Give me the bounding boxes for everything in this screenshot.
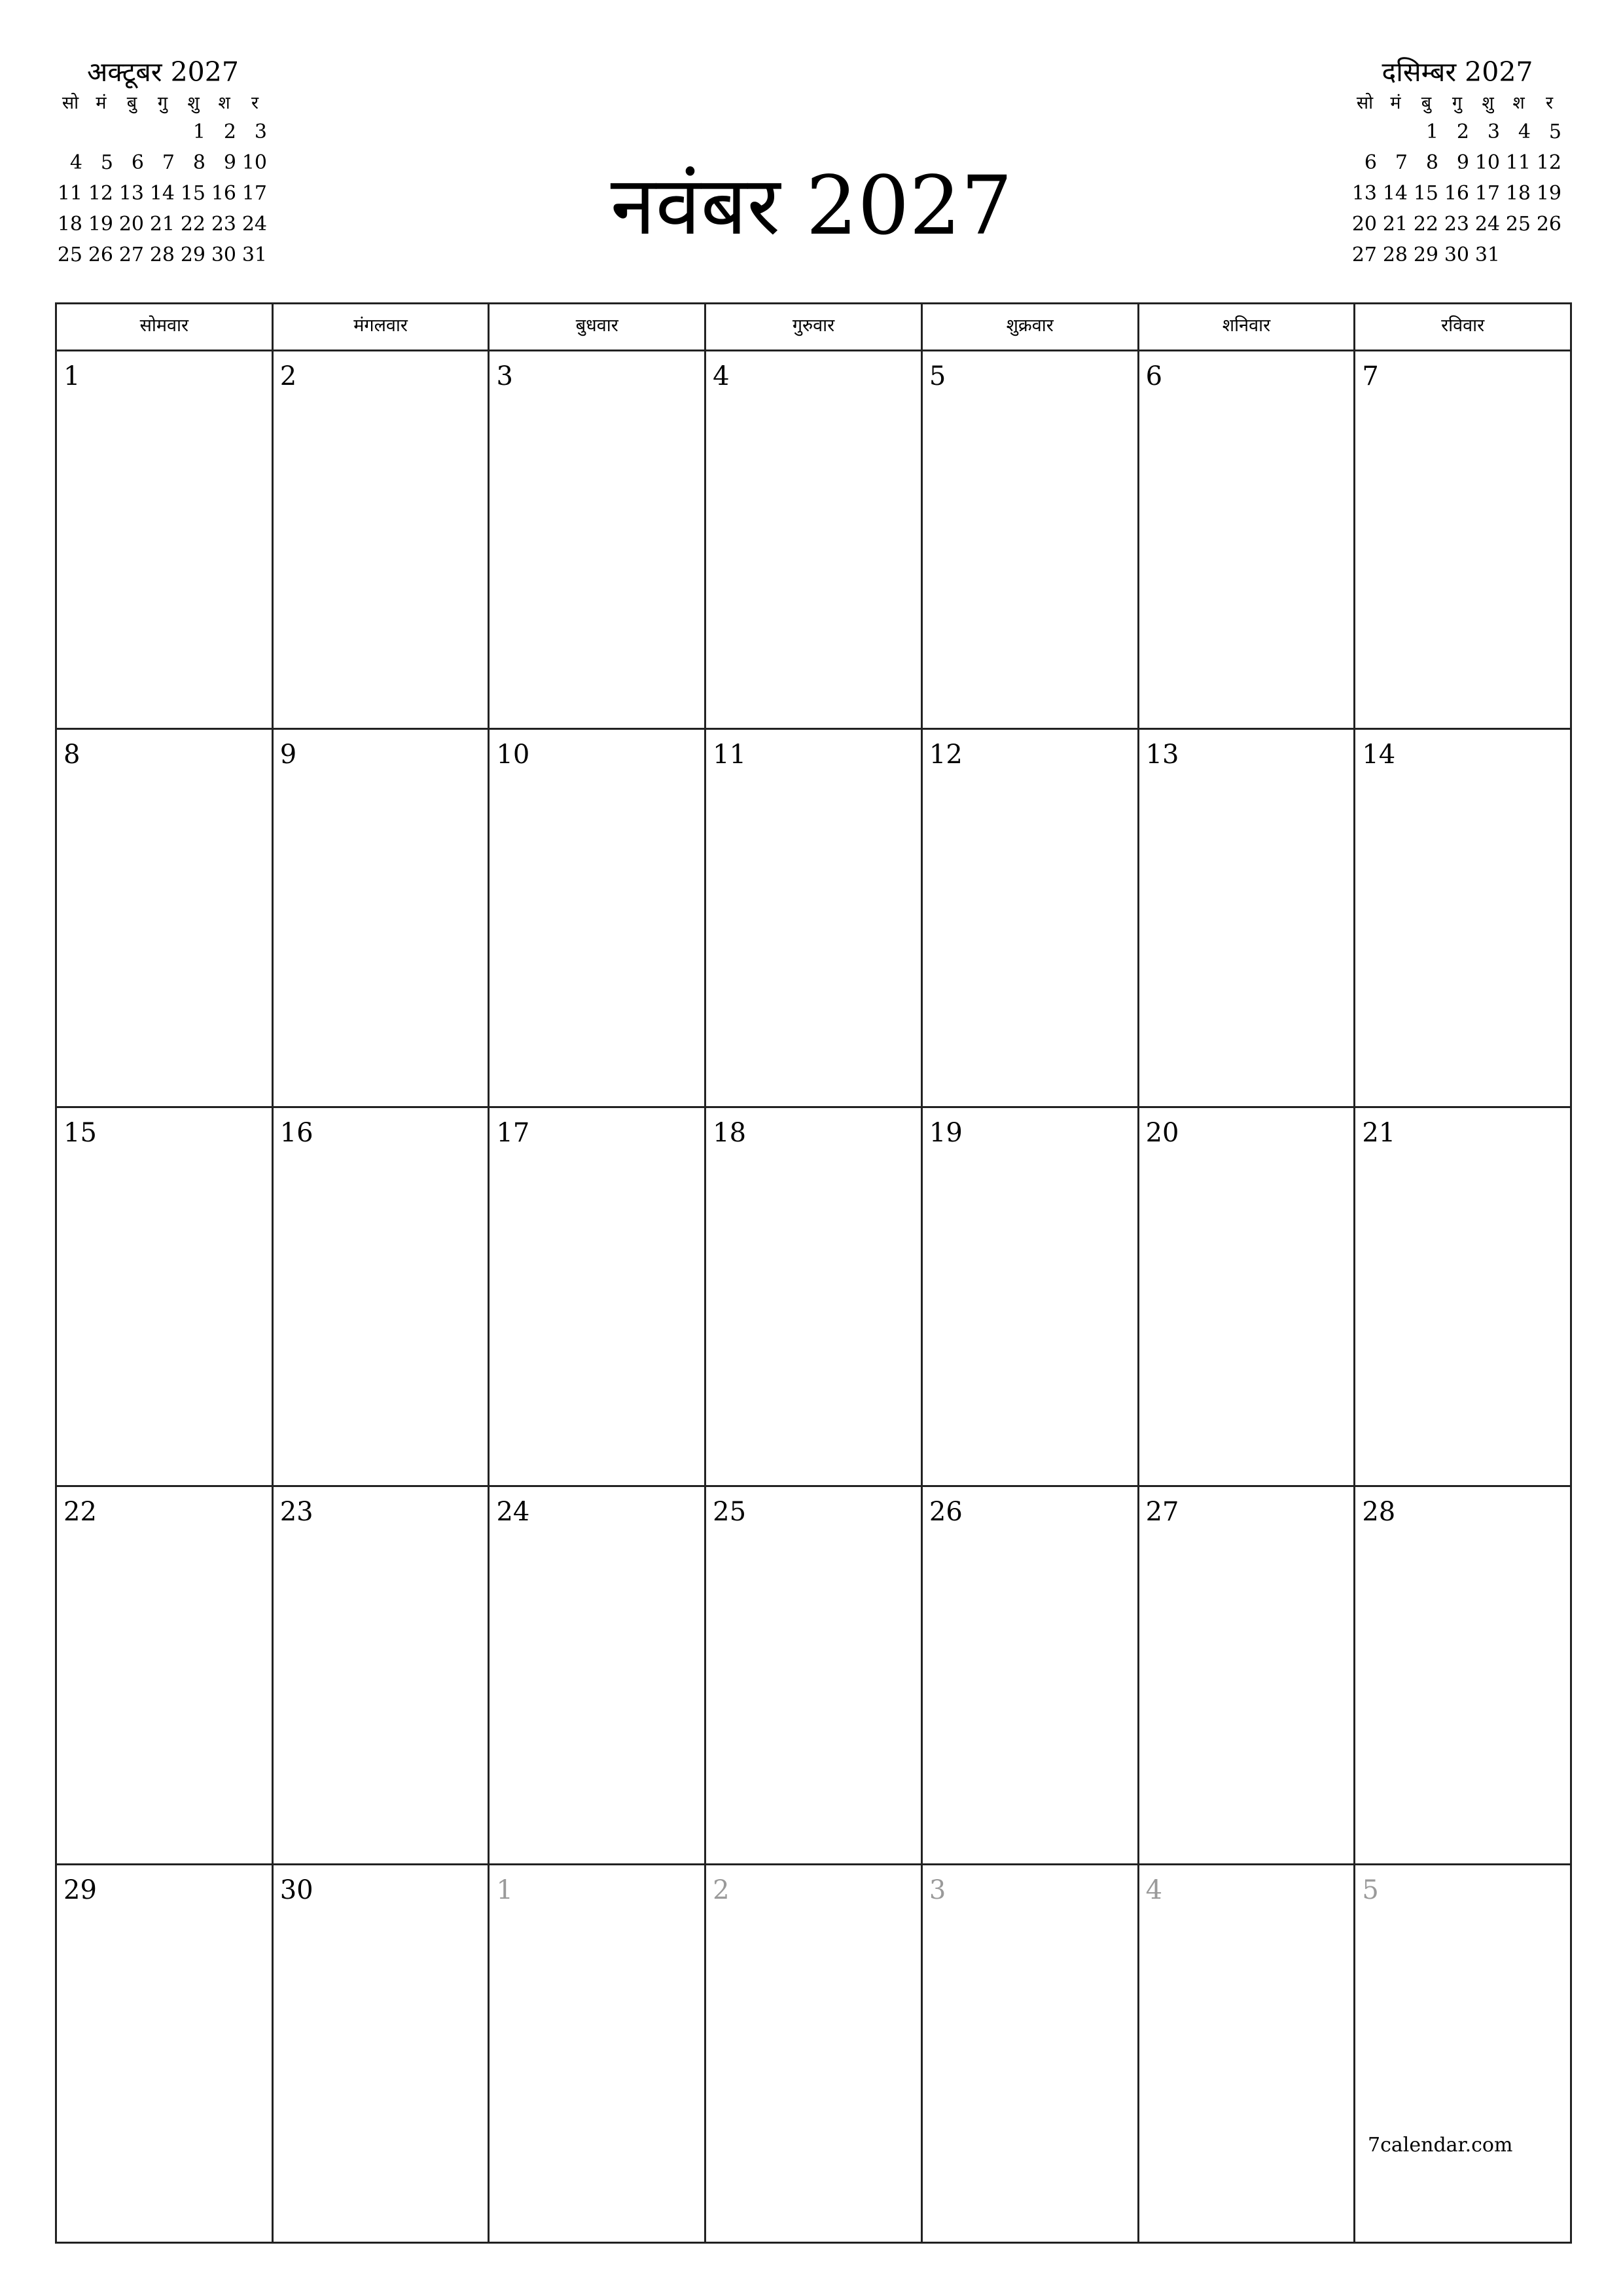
mini-day: 21: [1382, 213, 1408, 236]
day-cell: [923, 1487, 1139, 1863]
day-number: 2: [279, 361, 297, 391]
mini-day: 18: [1505, 182, 1531, 205]
mini-day: 5: [1548, 120, 1561, 143]
day-number: 5: [929, 361, 946, 391]
mini-day: 11: [1505, 151, 1531, 174]
day-number: 8: [63, 740, 80, 770]
mini-day: 26: [1536, 213, 1561, 236]
day-number: 4: [713, 361, 730, 391]
day-number: 30: [279, 1874, 313, 1905]
mini-day: 3: [254, 120, 267, 143]
day-cell: [706, 730, 923, 1106]
mini-weekday-label: गु: [1452, 93, 1463, 113]
week-row: [57, 1108, 1570, 1486]
mini-day: 1: [1425, 120, 1438, 143]
day-cell: [274, 1108, 490, 1484]
weekday-header: [57, 304, 1570, 351]
day-cell: [1139, 1487, 1356, 1863]
mini-day: [116, 117, 147, 147]
mini-day: 14: [1382, 182, 1408, 205]
mini-day: 16: [211, 182, 236, 205]
day-cell: [706, 1108, 923, 1484]
mini-day: 8: [192, 151, 205, 174]
day-number: 3: [929, 1874, 946, 1905]
day-number: 15: [63, 1118, 97, 1149]
day-number: 17: [496, 1118, 530, 1149]
week-row: [57, 1487, 1570, 1865]
mini-day: 2: [1456, 120, 1469, 143]
day-number: 3: [496, 361, 513, 391]
mini-day: 6: [131, 151, 144, 174]
day-cell: [1355, 1108, 1570, 1484]
mini-calendar-next: [1349, 54, 1565, 270]
mini-day: 20: [1351, 213, 1377, 236]
mini-day: 24: [1474, 213, 1500, 236]
mini-day: 6: [1364, 151, 1377, 174]
mini-day: 10: [1474, 151, 1500, 174]
mini-day: 20: [118, 213, 144, 236]
mini-day: 25: [57, 243, 82, 266]
day-cell: [490, 1108, 706, 1484]
mini-weekday-label: बु: [1421, 93, 1432, 113]
weekday-header-cell: मंगलवार: [274, 304, 490, 350]
weekday-header-cell: शनिवार: [1139, 304, 1356, 350]
mini-day: 8: [1425, 151, 1438, 174]
mini-day: 9: [1456, 151, 1469, 174]
mini-day: 3: [1487, 120, 1500, 143]
mini-day: 7: [162, 151, 175, 174]
mini-day: [1349, 117, 1380, 147]
weeks-container: [57, 351, 1570, 2242]
site-credit: 7calendar.com: [1368, 2134, 1513, 2157]
mini-day: 27: [1351, 243, 1377, 266]
day-number: 26: [929, 1496, 963, 1527]
weekday-header-cell: शुक्रवार: [923, 304, 1139, 350]
day-cell-next-month: [706, 1865, 923, 2242]
mini-day: 13: [118, 182, 144, 205]
mini-day: 2: [223, 120, 236, 143]
mini-day: 23: [211, 213, 236, 236]
day-number: 25: [713, 1496, 747, 1527]
day-cell: [1139, 1108, 1356, 1484]
mini-day: 7: [1395, 151, 1408, 174]
mini-day: 22: [1413, 213, 1438, 236]
day-number: 23: [279, 1496, 313, 1527]
day-number: 1: [63, 361, 80, 391]
week-row: [57, 351, 1570, 730]
mini-calendar-title: दसिम्बर 2027: [1382, 56, 1533, 88]
mini-day: 28: [149, 243, 175, 266]
day-cell: [1355, 730, 1570, 1106]
mini-day: 23: [1444, 213, 1469, 236]
mini-day: 10: [241, 151, 267, 174]
day-number: 14: [1362, 740, 1396, 770]
mini-calendar-grid: [1349, 90, 1565, 270]
day-number: 9: [279, 740, 297, 770]
mini-day: 29: [1413, 243, 1438, 266]
weekday-header-cell: बुधवार: [490, 304, 706, 350]
mini-day: 1: [192, 120, 205, 143]
day-cell: [1355, 1487, 1570, 1863]
day-cell: [57, 351, 274, 728]
mini-day: [86, 117, 116, 147]
day-number: 6: [1145, 361, 1163, 391]
day-cell-next-month: [490, 1865, 706, 2242]
mini-day: 18: [57, 213, 82, 236]
mini-day: 27: [118, 243, 144, 266]
weekday-header-cell: रविवार: [1441, 315, 1485, 336]
day-cell: [274, 730, 490, 1106]
mini-day: 19: [88, 213, 113, 236]
day-number: 5: [1362, 1874, 1379, 1905]
mini-day: 31: [241, 243, 267, 266]
day-cell: [490, 1487, 706, 1863]
mini-day: 19: [1536, 182, 1561, 205]
day-cell: [490, 730, 706, 1106]
day-number: 10: [496, 740, 530, 770]
mini-weekday-label: र: [251, 93, 259, 113]
day-number: 29: [63, 1874, 97, 1905]
mini-day: 17: [241, 182, 267, 205]
mini-day: [1534, 240, 1565, 270]
day-number: 7: [1362, 361, 1379, 391]
week-row: [57, 1865, 1570, 2242]
mini-day: 24: [241, 213, 267, 236]
day-number: 2: [713, 1874, 730, 1905]
mini-day: 4: [69, 151, 82, 174]
day-cell: [1139, 351, 1356, 728]
day-number: 28: [1362, 1496, 1396, 1527]
day-cell: [490, 351, 706, 728]
mini-day: 25: [1505, 213, 1531, 236]
day-cell: [923, 351, 1139, 728]
month-grid: [55, 302, 1572, 2244]
mini-day: 11: [57, 182, 82, 205]
mini-weekday-label: शु: [1482, 93, 1494, 113]
day-number: 11: [713, 740, 747, 770]
day-number: 19: [929, 1118, 963, 1149]
mini-weekday-label: श: [218, 93, 230, 113]
mini-day: 30: [1444, 243, 1469, 266]
day-cell: [274, 1865, 490, 2242]
day-number: 1: [496, 1874, 513, 1905]
day-number: 27: [1145, 1496, 1179, 1527]
day-number: 21: [1362, 1118, 1396, 1149]
page-title: नवंबर 2027: [610, 159, 1013, 253]
mini-day: 13: [1351, 182, 1377, 205]
day-number: 22: [63, 1496, 97, 1527]
day-number: 13: [1145, 740, 1179, 770]
mini-day: 12: [88, 182, 113, 205]
day-number: 16: [279, 1118, 313, 1149]
mini-day: 22: [180, 213, 205, 236]
mini-weekday-label: मं: [96, 93, 107, 113]
mini-calendar-title: अक्टूबर 2027: [87, 56, 239, 88]
day-cell: [706, 351, 923, 728]
mini-day: 30: [211, 243, 236, 266]
mini-weekday-label: श: [1512, 93, 1525, 113]
day-cell: [1355, 351, 1570, 728]
day-cell: [274, 1487, 490, 1863]
mini-day: 14: [149, 182, 175, 205]
day-cell: [1139, 730, 1356, 1106]
day-number: 18: [713, 1118, 747, 1149]
mini-day: 5: [100, 151, 113, 174]
day-cell: [57, 1487, 274, 1863]
mini-day: 12: [1536, 151, 1561, 174]
day-cell-next-month: [923, 1865, 1139, 2242]
day-cell-next-month: [1355, 1865, 1570, 2242]
day-number: 12: [929, 740, 963, 770]
mini-day: 17: [1474, 182, 1500, 205]
mini-day: [1503, 240, 1534, 270]
mini-weekday-label: र: [1545, 93, 1554, 113]
mini-day: 21: [149, 213, 175, 236]
week-row: [57, 730, 1570, 1108]
mini-weekday-label: मं: [1390, 93, 1401, 113]
day-cell: [57, 1108, 274, 1484]
day-number: 4: [1145, 1874, 1163, 1905]
mini-weekday-label: गु: [157, 93, 168, 113]
weekday-header-cell: गुरुवार: [706, 304, 923, 350]
mini-day: 4: [1518, 120, 1531, 143]
day-cell: [923, 1108, 1139, 1484]
mini-weekday-label: सो: [1356, 93, 1374, 113]
mini-day: [147, 117, 178, 147]
mini-day: 29: [180, 243, 205, 266]
day-number: 24: [496, 1496, 530, 1527]
mini-day: [55, 117, 86, 147]
mini-weekday-label: सो: [62, 93, 79, 113]
weekday-header-cell: सोमवार: [57, 304, 274, 350]
mini-day: 9: [223, 151, 236, 174]
mini-day: 28: [1382, 243, 1408, 266]
day-cell: [706, 1487, 923, 1863]
mini-day: 15: [1413, 182, 1438, 205]
mini-day: 26: [88, 243, 113, 266]
mini-weekday-label: शु: [187, 93, 200, 113]
day-cell: [57, 1865, 274, 2242]
day-number: 20: [1145, 1118, 1179, 1149]
mini-day: 15: [180, 182, 205, 205]
day-cell: [57, 730, 274, 1106]
mini-day: 16: [1444, 182, 1469, 205]
mini-weekday-label: बु: [126, 93, 137, 113]
day-cell: [274, 351, 490, 728]
mini-day: 31: [1474, 243, 1500, 266]
mini-day: [1380, 117, 1411, 147]
day-cell-next-month: [1139, 1865, 1356, 2242]
day-cell: [923, 730, 1139, 1106]
